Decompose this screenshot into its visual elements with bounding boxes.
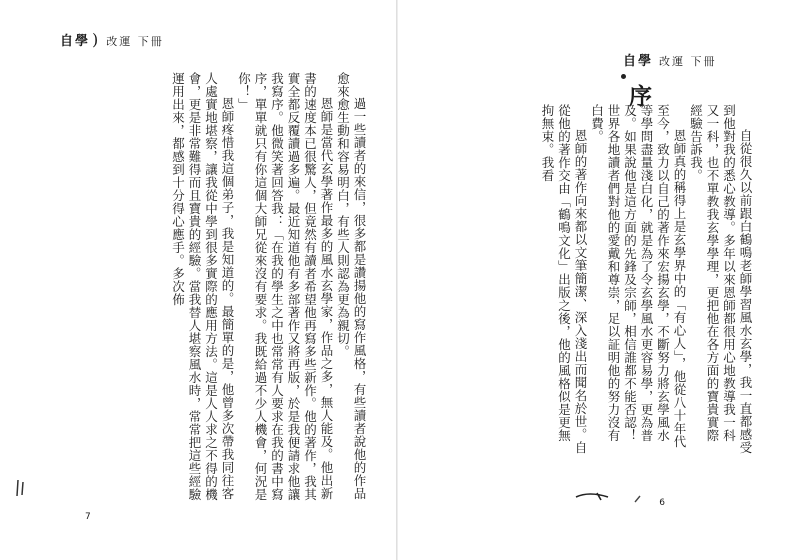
right-paragraph: 自從很久以前跟白鶴鳴老師學習風水玄學，我一直都感受到他對我的悉心教導。多年以來恩師都很用心地教導我一科又一科，也不單教我玄學學理，更把他在各方面的寶貴實際經驗告訴我。 xyxy=(688,104,753,454)
header-bracket-mark: ) xyxy=(92,30,101,49)
right-body-text xyxy=(523,104,753,454)
preface-title: 序 xyxy=(629,83,654,110)
left-page-number: 7 xyxy=(85,512,91,522)
left-body-text xyxy=(67,72,367,502)
scan-artifact-mark xyxy=(575,488,609,504)
title-bullet-icon xyxy=(621,74,626,79)
left-header-sub: 改運 下冊 xyxy=(106,35,164,48)
right-page-number: 6 xyxy=(659,498,665,508)
right-paragraph: 恩師真的稱得上是玄學界中的「有心人」，他從八十年代至今，致力以自己的著作來宏揚玄學，不斷努力將玄學風水等學問盡量淺白化，就是為了令玄學風水更容易學，更為普及。如果說他是這方面的先鋒及宗師，相信誰都不能否認！世界各地讀者們對他的愛戴和尊崇，足以証明他的努力沒有白費。 xyxy=(589,104,687,448)
right-running-header xyxy=(623,50,717,69)
scan-artifact-mark xyxy=(633,494,643,504)
left-paragraph: 恩師是當代玄學著作最多的風水玄學家，作品之多，無人能及。他出新書的速度本已很驚人，但竟然有讀者希望他再寫多些新作。他的著作，我其實全都反覆讀過多遍。最近知道他有多部著作又將再版，於是我便請求他讓我寫序。他微笑著回答我：「在我的學生之中也常常有人要求在我的書中寫序，單單就只有你這個大師兄從來沒有要求。我既給過不少人機會，何況是你！」 xyxy=(236,72,334,501)
left-running-header xyxy=(60,30,164,49)
right-paragraph: 恩師的著作向來都以文筆簡潔、深入淺出而聞名於世。自從他的著作交由「鶴鳴文化」出版之後，他的風格似是更無拘無束。我看 xyxy=(540,104,588,454)
scan-artifact-mark xyxy=(14,478,28,498)
left-header-main: 自學 xyxy=(60,34,91,49)
right-page xyxy=(397,0,793,560)
left-paragraph: 恩師疼惜我這個弟子，我是知道的。最簡單的是，他曾多次帶我同往客人處實地堪察，讓我從中學到很多實際的應用方法。這是人人求之不得的機會，更是非常難得而且寶貴的經驗。當我替人堪察風水時，常常把這些經驗運用出來，都感到十分得心應手。多次佈 xyxy=(170,72,235,501)
right-header-main: 自學 xyxy=(623,54,654,69)
left-paragraph: 過一些讀者的來信，很多都是讚揚他的寫作風格，有些讀者說他的作品愈來愈生動和容易明白，有些人則認為更為親切。 xyxy=(335,72,367,500)
right-header-sub: 改運 下冊 xyxy=(659,55,717,68)
